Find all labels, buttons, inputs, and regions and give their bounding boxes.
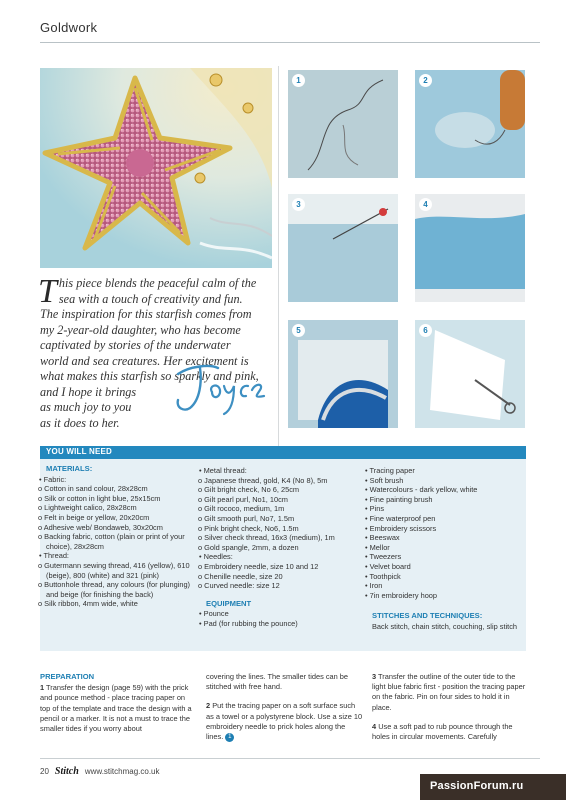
footer-divider	[40, 758, 540, 759]
materials-column	[38, 464, 201, 609]
step-number: 2	[206, 701, 211, 711]
list-item: o Silver check thread, 16x3 (medium), 1m	[198, 533, 335, 543]
list-item: o Gilt smooth purl, No7, 1.5m	[198, 513, 295, 523]
step-number: 3	[372, 672, 377, 681]
step-number-badge: 3	[292, 198, 305, 211]
step-number-badge: 1	[292, 74, 305, 87]
list-item: o Gutermann sewing thread, 416 (yellow), 610 (beige), 800 (white) and 321 (pink)	[38, 560, 190, 580]
list-item: o Pink bright check, No6, 1.5m	[198, 523, 299, 533]
preparation-column-1	[40, 672, 196, 743]
step-photo-3	[288, 194, 398, 302]
starfish-hero-photo	[40, 68, 272, 268]
preparation-column-3	[372, 672, 528, 751]
list-item: o Silk or cotton in light blue, 25x15cm	[38, 493, 161, 503]
list-item: o Buttonhole thread, any colours (for plunging) and beige (for finishing the back)	[38, 580, 191, 599]
list-item: • Watercolours - dark yellow, white	[365, 485, 478, 495]
list-item: • Iron	[365, 581, 383, 591]
list-item: • Fine painting brush	[365, 494, 433, 504]
intro-line: what makes this starfish so sparkly and pink,	[40, 369, 259, 383]
preparation-heading: PREPARATION	[40, 672, 95, 681]
list-item: • Pounce	[199, 609, 229, 619]
list-item: • Soft brush	[365, 475, 404, 485]
list-item: o Japanese thread, gold, K4 (No 8), 5m	[198, 475, 328, 485]
step-photo-2	[415, 70, 525, 178]
list-item: • Fabric:	[39, 474, 67, 484]
list-item: o Curved needle: size 12	[198, 581, 280, 591]
intro-line: sea with a touch of creativity and fun.	[58, 291, 243, 306]
intro-line: The inspiration for this starfish comes from	[40, 307, 252, 321]
photo-ref-badge: 1	[225, 733, 234, 742]
equipment-heading: EQUIPMENT	[206, 598, 252, 608]
materials-heading: MATERIALS:	[46, 464, 93, 473]
intro-line: my 2-year-old daughter, who has become	[40, 322, 241, 337]
watermark: PassionForum.ru	[430, 780, 524, 792]
list-item: • Pad (for rubbing the pounce)	[199, 618, 298, 628]
step-text: Transfer the outline of the outer tide to the light blue fabric first - position the tracing paper on the fabric. Pin on four sides to hold it in place.	[372, 672, 526, 712]
step-4	[372, 722, 528, 742]
intro-line: his piece blends the peaceful calm of the	[58, 276, 257, 290]
step-number: 4	[372, 721, 377, 731]
list-item: o Adhesive web/ Bondaweb, 30x20cm	[38, 522, 163, 532]
header-divider	[40, 42, 540, 43]
step-number: 1	[40, 683, 45, 693]
handwritten-signature	[160, 352, 280, 420]
list-item: • Embroidery scissors	[365, 523, 437, 533]
step-number-badge: 2	[419, 74, 432, 87]
list-item: • Pins	[365, 504, 385, 514]
list-item: • Tweezers	[365, 552, 402, 562]
list-item: • Needles:	[199, 552, 233, 562]
step-2	[206, 701, 364, 742]
step-text: Put the tracing paper on a soft surface such as a towel or a polystyrene block. Use a size 10 embroidery needle to prick holes along the lines.	[206, 701, 363, 742]
step-number-badge: 6	[419, 324, 432, 337]
list-item: • Velvet board	[365, 561, 411, 571]
section-title: Goldwork	[40, 20, 98, 35]
list-item: o Gilt rococo, medium, 1m	[198, 504, 285, 514]
list-item: • Mellor	[365, 542, 390, 552]
preparation-column-2	[206, 672, 364, 751]
list-item: o Silk ribbon, 4mm wide, white	[38, 599, 138, 609]
list-item: • Tracing paper	[365, 466, 415, 475]
intro-line: as much joy to you	[40, 400, 132, 414]
step-photo-1	[288, 70, 398, 178]
list-item: • Metal thread:	[199, 466, 247, 475]
step-1-continued: covering the lines. The smaller tides can be stitched with free hand.	[206, 672, 349, 692]
footer	[40, 766, 160, 777]
step-3	[372, 672, 528, 713]
stitches-text: Back stitch, chain stitch, couching, slip stitch	[372, 621, 518, 631]
list-item: • Fine waterproof pen	[365, 513, 436, 523]
list-item: o Embroidery needle, size 10 and 12	[198, 561, 319, 571]
step-text: Use a soft pad to rub pounce through the holes in circular movements. Carefully	[372, 721, 513, 742]
step-number-badge: 5	[292, 324, 305, 337]
website-link[interactable]: www.stitchmag.co.uk	[84, 767, 160, 776]
magazine-logo: Stitch	[54, 766, 79, 777]
stitches-heading: STITCHES AND TECHNIQUES:	[372, 611, 483, 621]
step-photo-6	[415, 320, 525, 428]
intro-line: world and sea creatures. Her excitement is	[40, 353, 249, 368]
metal-thread-column	[198, 466, 366, 629]
intro-line: captivated by stories of the underwater	[40, 338, 231, 352]
list-item: • 7in embroidery hoop	[365, 590, 438, 600]
intro-line: and I hope it brings	[40, 384, 137, 399]
page-number: 20	[40, 767, 49, 776]
list-item: o Gilt bright check, No 6, 25cm	[198, 485, 300, 495]
drop-cap: T	[38, 273, 57, 310]
list-item: o Chenille needle, size 20	[198, 571, 283, 581]
intro-line: as it does to her.	[40, 415, 120, 430]
list-item: o Lightweight calico, 28x28cm	[38, 503, 137, 513]
step-photo-5	[288, 320, 398, 428]
list-item: o Backing fabric, cotton (plain or print of your choice), 28x28cm	[38, 532, 185, 551]
list-item: • Toothpick	[365, 571, 401, 581]
list-item: o Cotton in sand colour, 28x28cm	[38, 484, 148, 494]
list-item: o Gilt pearl purl, No1, 10cm	[198, 494, 288, 504]
list-item: • Beeswax	[365, 533, 400, 543]
step-photo-4	[415, 194, 525, 302]
you-will-need-bar	[40, 446, 526, 459]
tools-column	[365, 466, 524, 632]
list-item: o Felt in beige or yellow, 20x20cm	[38, 512, 150, 522]
list-item: o Gold spangle, 2mm, a dozen	[198, 542, 299, 552]
you-will-need-heading: YOU WILL NEED	[46, 447, 113, 456]
step-number-badge: 4	[419, 198, 432, 211]
step-text: Transfer the design (page 59) with the prick and pounce method - place tracing paper on top of the template and trace the design with a pencil or a marker. It is not a must to trace the smaller tides if you worry about	[40, 683, 192, 734]
step-1	[40, 683, 196, 734]
list-item: • Thread:	[39, 551, 69, 561]
